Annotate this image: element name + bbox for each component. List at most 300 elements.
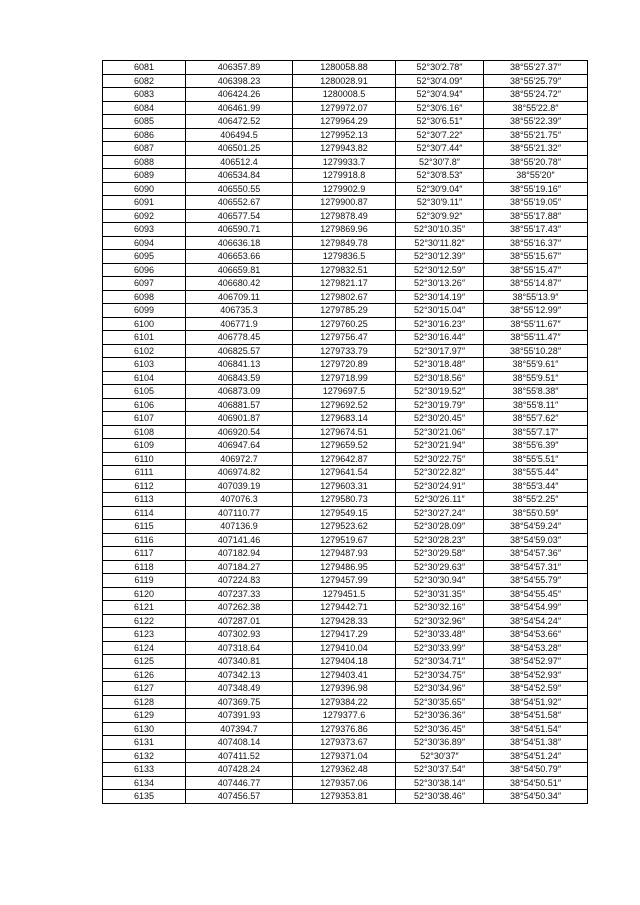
table-row — [103, 398, 588, 412]
table-row — [103, 560, 588, 574]
table-row — [103, 587, 588, 601]
x-coordinate-cell: 407237.33 — [186, 587, 293, 601]
x-coordinate-cell: 406494.5 — [186, 128, 293, 142]
y-coordinate-cell: 1279377.6 — [293, 709, 396, 723]
y-coordinate-cell: 1279952.13 — [293, 128, 396, 142]
longitude-cell: 38°54′51.92″ — [484, 695, 588, 709]
point-number-cell: 6099 — [103, 304, 186, 318]
x-coordinate-cell: 407262.38 — [186, 601, 293, 615]
table-row — [103, 425, 588, 439]
y-coordinate-cell: 1279964.29 — [293, 115, 396, 129]
longitude-cell: 38°55′8.38″ — [484, 385, 588, 399]
longitude-cell: 38°54′57.36″ — [484, 547, 588, 561]
point-number-cell: 6119 — [103, 574, 186, 588]
table-row — [103, 263, 588, 277]
x-coordinate-cell: 406843.59 — [186, 371, 293, 385]
x-coordinate-cell: 406577.54 — [186, 209, 293, 223]
point-number-cell: 6097 — [103, 277, 186, 291]
coordinates-table — [102, 60, 588, 804]
x-coordinate-cell: 406901.87 — [186, 412, 293, 426]
y-coordinate-cell: 1279674.51 — [293, 425, 396, 439]
y-coordinate-cell: 1279523.62 — [293, 520, 396, 534]
table-row — [103, 520, 588, 534]
y-coordinate-cell: 1279756.47 — [293, 331, 396, 345]
x-coordinate-cell: 406357.89 — [186, 61, 293, 75]
longitude-cell: 38°54′55.45″ — [484, 587, 588, 601]
x-coordinate-cell: 406552.67 — [186, 196, 293, 210]
latitude-cell: 52°30′19.52″ — [396, 385, 484, 399]
y-coordinate-cell: 1279373.67 — [293, 736, 396, 750]
longitude-cell: 38°55′19.05″ — [484, 196, 588, 210]
longitude-cell: 38°55′25.79″ — [484, 74, 588, 88]
longitude-cell: 38°54′59.24″ — [484, 520, 588, 534]
longitude-cell: 38°55′9.61″ — [484, 358, 588, 372]
table-row — [103, 317, 588, 331]
longitude-cell: 38°55′17.88″ — [484, 209, 588, 223]
y-coordinate-cell: 1279362.48 — [293, 763, 396, 777]
x-coordinate-cell: 407224.83 — [186, 574, 293, 588]
point-number-cell: 6111 — [103, 466, 186, 480]
latitude-cell: 52°30′16.23″ — [396, 317, 484, 331]
y-coordinate-cell: 1279683.14 — [293, 412, 396, 426]
x-coordinate-cell: 406881.57 — [186, 398, 293, 412]
x-coordinate-cell: 407411.52 — [186, 749, 293, 763]
point-number-cell: 6105 — [103, 385, 186, 399]
y-coordinate-cell: 1280058.88 — [293, 61, 396, 75]
table-row — [103, 641, 588, 655]
longitude-cell: 38°55′22.8″ — [484, 101, 588, 115]
latitude-cell: 52°30′4.94″ — [396, 88, 484, 102]
x-coordinate-cell: 406653.66 — [186, 250, 293, 264]
point-number-cell: 6103 — [103, 358, 186, 372]
longitude-cell: 38°55′22.39″ — [484, 115, 588, 129]
table-row — [103, 128, 588, 142]
latitude-cell: 52°30′33.48″ — [396, 628, 484, 642]
longitude-cell: 38°55′21.75″ — [484, 128, 588, 142]
y-coordinate-cell: 1279785.29 — [293, 304, 396, 318]
latitude-cell: 52°30′15.04″ — [396, 304, 484, 318]
table-row — [103, 601, 588, 615]
point-number-cell: 6109 — [103, 439, 186, 453]
y-coordinate-cell: 1279357.06 — [293, 776, 396, 790]
table-row — [103, 452, 588, 466]
point-number-cell: 6110 — [103, 452, 186, 466]
table-row — [103, 776, 588, 790]
table-row — [103, 196, 588, 210]
latitude-cell: 52°30′7.8″ — [396, 155, 484, 169]
y-coordinate-cell: 1279878.49 — [293, 209, 396, 223]
y-coordinate-cell: 1279549.15 — [293, 506, 396, 520]
point-number-cell: 6120 — [103, 587, 186, 601]
x-coordinate-cell: 406778.45 — [186, 331, 293, 345]
point-number-cell: 6130 — [103, 722, 186, 736]
point-number-cell: 6125 — [103, 655, 186, 669]
point-number-cell: 6112 — [103, 479, 186, 493]
point-number-cell: 6090 — [103, 182, 186, 196]
longitude-cell: 38°54′50.79″ — [484, 763, 588, 777]
longitude-cell: 38°54′53.28″ — [484, 641, 588, 655]
x-coordinate-cell: 406550.55 — [186, 182, 293, 196]
x-coordinate-cell: 406680.42 — [186, 277, 293, 291]
table-row — [103, 790, 588, 804]
table-row — [103, 533, 588, 547]
y-coordinate-cell: 1279869.96 — [293, 223, 396, 237]
table-row — [103, 668, 588, 682]
table-row — [103, 749, 588, 763]
point-number-cell: 6098 — [103, 290, 186, 304]
longitude-cell: 38°55′6.39″ — [484, 439, 588, 453]
point-number-cell: 6131 — [103, 736, 186, 750]
x-coordinate-cell: 407110.77 — [186, 506, 293, 520]
longitude-cell: 38°55′3.44″ — [484, 479, 588, 493]
latitude-cell: 52°30′13.26″ — [396, 277, 484, 291]
x-coordinate-cell: 407287.01 — [186, 614, 293, 628]
latitude-cell: 52°30′28.23″ — [396, 533, 484, 547]
longitude-cell: 38°55′10.28″ — [484, 344, 588, 358]
longitude-cell: 38°54′51.24″ — [484, 749, 588, 763]
table-row — [103, 304, 588, 318]
point-number-cell: 6128 — [103, 695, 186, 709]
point-number-cell: 6087 — [103, 142, 186, 156]
x-coordinate-cell: 407408.14 — [186, 736, 293, 750]
y-coordinate-cell: 1279371.04 — [293, 749, 396, 763]
table-row — [103, 115, 588, 129]
latitude-cell: 52°30′8.53″ — [396, 169, 484, 183]
latitude-cell: 52°30′36.36″ — [396, 709, 484, 723]
table-row — [103, 385, 588, 399]
y-coordinate-cell: 1279404.18 — [293, 655, 396, 669]
longitude-cell: 38°55′17.43″ — [484, 223, 588, 237]
latitude-cell: 52°30′26.11″ — [396, 493, 484, 507]
longitude-cell: 38°55′13.9″ — [484, 290, 588, 304]
point-number-cell: 6123 — [103, 628, 186, 642]
y-coordinate-cell: 1279376.86 — [293, 722, 396, 736]
y-coordinate-cell: 1280028.91 — [293, 74, 396, 88]
x-coordinate-cell: 406771.9 — [186, 317, 293, 331]
latitude-cell: 52°30′35.65″ — [396, 695, 484, 709]
y-coordinate-cell: 1279641.54 — [293, 466, 396, 480]
point-number-cell: 6135 — [103, 790, 186, 804]
latitude-cell: 52°30′36.89″ — [396, 736, 484, 750]
table-row — [103, 682, 588, 696]
point-number-cell: 6118 — [103, 560, 186, 574]
x-coordinate-cell: 406461.99 — [186, 101, 293, 115]
latitude-cell: 52°30′32.16″ — [396, 601, 484, 615]
longitude-cell: 38°55′21.32″ — [484, 142, 588, 156]
y-coordinate-cell: 1279718.99 — [293, 371, 396, 385]
latitude-cell: 52°30′21.94″ — [396, 439, 484, 453]
x-coordinate-cell: 406825.57 — [186, 344, 293, 358]
longitude-cell: 38°54′51.58″ — [484, 709, 588, 723]
longitude-cell: 38°54′50.34″ — [484, 790, 588, 804]
y-coordinate-cell: 1279720.89 — [293, 358, 396, 372]
x-coordinate-cell: 406972.7 — [186, 452, 293, 466]
longitude-cell: 38°55′11.67″ — [484, 317, 588, 331]
x-coordinate-cell: 406947.64 — [186, 439, 293, 453]
latitude-cell: 52°30′34.71″ — [396, 655, 484, 669]
longitude-cell: 38°55′15.67″ — [484, 250, 588, 264]
y-coordinate-cell: 1279580.73 — [293, 493, 396, 507]
table-row — [103, 61, 588, 75]
y-coordinate-cell: 1280008.5 — [293, 88, 396, 102]
latitude-cell: 52°30′19.79″ — [396, 398, 484, 412]
table-row — [103, 155, 588, 169]
y-coordinate-cell: 1279451.5 — [293, 587, 396, 601]
x-coordinate-cell: 407318.64 — [186, 641, 293, 655]
longitude-cell: 38°54′52.97″ — [484, 655, 588, 669]
y-coordinate-cell: 1279487.93 — [293, 547, 396, 561]
y-coordinate-cell: 1279396.98 — [293, 682, 396, 696]
latitude-cell: 52°30′29.63″ — [396, 560, 484, 574]
x-coordinate-cell: 406424.26 — [186, 88, 293, 102]
y-coordinate-cell: 1279760.25 — [293, 317, 396, 331]
table-row — [103, 479, 588, 493]
latitude-cell: 52°30′33.99″ — [396, 641, 484, 655]
latitude-cell: 52°30′37″ — [396, 749, 484, 763]
table-row — [103, 655, 588, 669]
table-row — [103, 236, 588, 250]
y-coordinate-cell: 1279836.5 — [293, 250, 396, 264]
latitude-cell: 52°30′12.39″ — [396, 250, 484, 264]
point-number-cell: 6096 — [103, 263, 186, 277]
table-row — [103, 506, 588, 520]
longitude-cell: 38°55′5.51″ — [484, 452, 588, 466]
latitude-cell: 52°30′38.14″ — [396, 776, 484, 790]
x-coordinate-cell: 406501.25 — [186, 142, 293, 156]
point-number-cell: 6114 — [103, 506, 186, 520]
y-coordinate-cell: 1279733.79 — [293, 344, 396, 358]
table-row — [103, 182, 588, 196]
table-row — [103, 169, 588, 183]
longitude-cell: 38°54′59.03″ — [484, 533, 588, 547]
point-number-cell: 6085 — [103, 115, 186, 129]
point-number-cell: 6088 — [103, 155, 186, 169]
x-coordinate-cell: 407039.19 — [186, 479, 293, 493]
longitude-cell: 38°55′16.37″ — [484, 236, 588, 250]
table-row — [103, 547, 588, 561]
y-coordinate-cell: 1279403.41 — [293, 668, 396, 682]
latitude-cell: 52°30′18.56″ — [396, 371, 484, 385]
longitude-cell: 38°54′50.51″ — [484, 776, 588, 790]
table-row — [103, 344, 588, 358]
x-coordinate-cell: 406873.09 — [186, 385, 293, 399]
latitude-cell: 52°30′2.78″ — [396, 61, 484, 75]
longitude-cell: 38°54′54.24″ — [484, 614, 588, 628]
x-coordinate-cell: 406590.71 — [186, 223, 293, 237]
latitude-cell: 52°30′20.45″ — [396, 412, 484, 426]
latitude-cell: 52°30′14.19″ — [396, 290, 484, 304]
point-number-cell: 6100 — [103, 317, 186, 331]
point-number-cell: 6132 — [103, 749, 186, 763]
latitude-cell: 52°30′22.82″ — [396, 466, 484, 480]
y-coordinate-cell: 1279642.87 — [293, 452, 396, 466]
longitude-cell: 38°54′51.38″ — [484, 736, 588, 750]
longitude-cell: 38°55′20.78″ — [484, 155, 588, 169]
latitude-cell: 52°30′9.92″ — [396, 209, 484, 223]
longitude-cell: 38°55′14.87″ — [484, 277, 588, 291]
longitude-cell: 38°55′20″ — [484, 169, 588, 183]
y-coordinate-cell: 1279519.67 — [293, 533, 396, 547]
longitude-cell: 38°55′24.72″ — [484, 88, 588, 102]
point-number-cell: 6081 — [103, 61, 186, 75]
point-number-cell: 6113 — [103, 493, 186, 507]
longitude-cell: 38°55′12.99″ — [484, 304, 588, 318]
latitude-cell: 52°30′29.58″ — [396, 547, 484, 561]
point-number-cell: 6108 — [103, 425, 186, 439]
point-number-cell: 6127 — [103, 682, 186, 696]
table-row — [103, 290, 588, 304]
latitude-cell: 52°30′7.44″ — [396, 142, 484, 156]
latitude-cell: 52°30′24.91″ — [396, 479, 484, 493]
point-number-cell: 6134 — [103, 776, 186, 790]
point-number-cell: 6092 — [103, 209, 186, 223]
point-number-cell: 6095 — [103, 250, 186, 264]
table-row — [103, 722, 588, 736]
y-coordinate-cell: 1279849.78 — [293, 236, 396, 250]
x-coordinate-cell: 406735.3 — [186, 304, 293, 318]
table-row — [103, 88, 588, 102]
y-coordinate-cell: 1279697.5 — [293, 385, 396, 399]
longitude-cell: 38°55′11.47″ — [484, 331, 588, 345]
point-number-cell: 6084 — [103, 101, 186, 115]
y-coordinate-cell: 1279802.67 — [293, 290, 396, 304]
latitude-cell: 52°30′21.06″ — [396, 425, 484, 439]
x-coordinate-cell: 407076.3 — [186, 493, 293, 507]
point-number-cell: 6117 — [103, 547, 186, 561]
y-coordinate-cell: 1279832.51 — [293, 263, 396, 277]
latitude-cell: 52°30′34.75″ — [396, 668, 484, 682]
y-coordinate-cell: 1279933.7 — [293, 155, 396, 169]
longitude-cell: 38°54′57.31″ — [484, 560, 588, 574]
longitude-cell: 38°54′52.93″ — [484, 668, 588, 682]
x-coordinate-cell: 406841.13 — [186, 358, 293, 372]
table-row — [103, 412, 588, 426]
table-row — [103, 209, 588, 223]
point-number-cell: 6086 — [103, 128, 186, 142]
point-number-cell: 6089 — [103, 169, 186, 183]
x-coordinate-cell: 406709.11 — [186, 290, 293, 304]
table-row — [103, 439, 588, 453]
longitude-cell: 38°55′7.62″ — [484, 412, 588, 426]
x-coordinate-cell: 407136.9 — [186, 520, 293, 534]
point-number-cell: 6116 — [103, 533, 186, 547]
x-coordinate-cell: 407348.49 — [186, 682, 293, 696]
point-number-cell: 6107 — [103, 412, 186, 426]
x-coordinate-cell: 407391.93 — [186, 709, 293, 723]
latitude-cell: 52°30′6.51″ — [396, 115, 484, 129]
x-coordinate-cell: 406636.18 — [186, 236, 293, 250]
table-row — [103, 614, 588, 628]
x-coordinate-cell: 406472.52 — [186, 115, 293, 129]
point-number-cell: 6124 — [103, 641, 186, 655]
longitude-cell: 38°55′0.59″ — [484, 506, 588, 520]
point-number-cell: 6082 — [103, 74, 186, 88]
longitude-cell: 38°55′9.51″ — [484, 371, 588, 385]
point-number-cell: 6129 — [103, 709, 186, 723]
table-row — [103, 628, 588, 642]
latitude-cell: 52°30′34.96″ — [396, 682, 484, 696]
y-coordinate-cell: 1279943.82 — [293, 142, 396, 156]
y-coordinate-cell: 1279428.33 — [293, 614, 396, 628]
latitude-cell: 52°30′22.75″ — [396, 452, 484, 466]
y-coordinate-cell: 1279659.52 — [293, 439, 396, 453]
latitude-cell: 52°30′37.54″ — [396, 763, 484, 777]
latitude-cell: 52°30′10.35″ — [396, 223, 484, 237]
y-coordinate-cell: 1279918.8 — [293, 169, 396, 183]
table-row — [103, 709, 588, 723]
point-number-cell: 6102 — [103, 344, 186, 358]
table-row — [103, 763, 588, 777]
table-row — [103, 250, 588, 264]
point-number-cell: 6126 — [103, 668, 186, 682]
point-number-cell: 6093 — [103, 223, 186, 237]
x-coordinate-cell: 407302.93 — [186, 628, 293, 642]
y-coordinate-cell: 1279603.31 — [293, 479, 396, 493]
y-coordinate-cell: 1279410.04 — [293, 641, 396, 655]
table-row — [103, 142, 588, 156]
point-number-cell: 6106 — [103, 398, 186, 412]
longitude-cell: 38°55′5.44″ — [484, 466, 588, 480]
table-row — [103, 331, 588, 345]
x-coordinate-cell: 406974.82 — [186, 466, 293, 480]
x-coordinate-cell: 407184.27 — [186, 560, 293, 574]
x-coordinate-cell: 407428.24 — [186, 763, 293, 777]
table-row — [103, 101, 588, 115]
latitude-cell: 52°30′9.11″ — [396, 196, 484, 210]
x-coordinate-cell: 406398.23 — [186, 74, 293, 88]
longitude-cell: 38°54′52.59″ — [484, 682, 588, 696]
latitude-cell: 52°30′31.35″ — [396, 587, 484, 601]
longitude-cell: 38°55′27.37″ — [484, 61, 588, 75]
coordinates-table-body — [103, 61, 588, 804]
x-coordinate-cell: 407340.81 — [186, 655, 293, 669]
y-coordinate-cell: 1279902.9 — [293, 182, 396, 196]
x-coordinate-cell: 407182.94 — [186, 547, 293, 561]
latitude-cell: 52°30′38.46″ — [396, 790, 484, 804]
y-coordinate-cell: 1279457.99 — [293, 574, 396, 588]
latitude-cell: 52°30′12.59″ — [396, 263, 484, 277]
point-number-cell: 6104 — [103, 371, 186, 385]
longitude-cell: 38°55′7.17″ — [484, 425, 588, 439]
x-coordinate-cell: 407141.46 — [186, 533, 293, 547]
x-coordinate-cell: 406512.4 — [186, 155, 293, 169]
table-row — [103, 736, 588, 750]
x-coordinate-cell: 407456.57 — [186, 790, 293, 804]
longitude-cell: 38°55′15.47″ — [484, 263, 588, 277]
table-row — [103, 223, 588, 237]
latitude-cell: 52°30′17.97″ — [396, 344, 484, 358]
longitude-cell: 38°55′2.25″ — [484, 493, 588, 507]
table-row — [103, 277, 588, 291]
table-row — [103, 358, 588, 372]
y-coordinate-cell: 1279442.71 — [293, 601, 396, 615]
longitude-cell: 38°54′53.66″ — [484, 628, 588, 642]
table-row — [103, 371, 588, 385]
y-coordinate-cell: 1279972.07 — [293, 101, 396, 115]
table-row — [103, 74, 588, 88]
point-number-cell: 6094 — [103, 236, 186, 250]
latitude-cell: 52°30′11.82″ — [396, 236, 484, 250]
longitude-cell: 38°55′8.11″ — [484, 398, 588, 412]
y-coordinate-cell: 1279353.81 — [293, 790, 396, 804]
point-number-cell: 6122 — [103, 614, 186, 628]
longitude-cell: 38°54′51.54″ — [484, 722, 588, 736]
latitude-cell: 52°30′36.45″ — [396, 722, 484, 736]
longitude-cell: 38°55′19.16″ — [484, 182, 588, 196]
latitude-cell: 52°30′27.24″ — [396, 506, 484, 520]
x-coordinate-cell: 407394.7 — [186, 722, 293, 736]
table-row — [103, 493, 588, 507]
